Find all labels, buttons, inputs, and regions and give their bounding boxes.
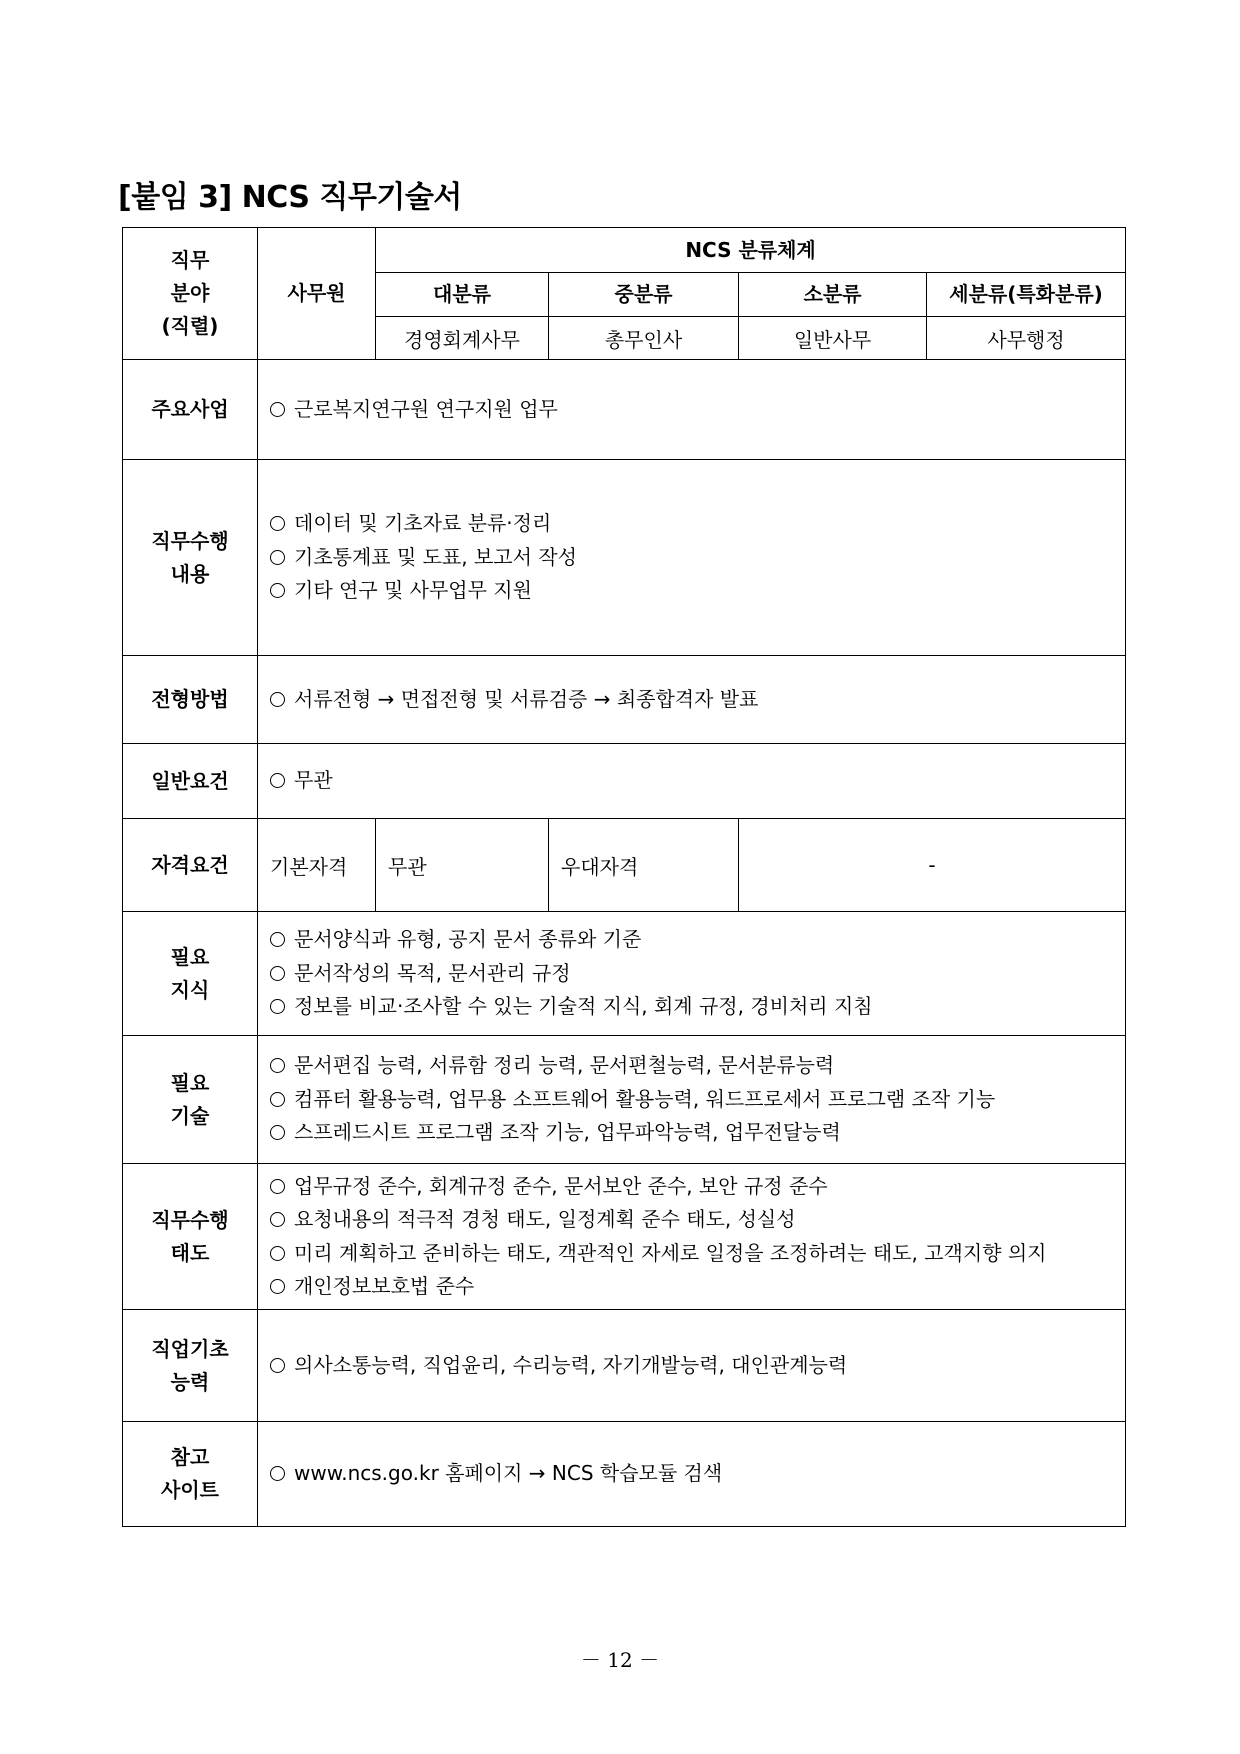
basic-ability-content [258,1310,1126,1422]
list-item: 개인정보보호법 준수 [270,1270,1125,1304]
circle-bullet-icon [270,1279,285,1294]
list-item: 데이터 및 기초자료 분류·정리 [270,507,1125,541]
basic-ability-label: 직업기초 능력 [123,1310,258,1422]
job-field-label [123,228,258,360]
knowledge-label: 필요 지식 [123,912,258,1036]
duties-label: 직무수행 내용 [123,460,258,656]
list-item: 컴퓨터 활용능력, 업무용 소프트웨어 활용능력, 워드프로세서 프로그램 조작 기능 [270,1083,1125,1117]
list-item: 미리 계획하고 준비하는 태도, 객관적인 자세로 일정을 조정하려는 태도, 고객지향 의지 [270,1237,1125,1271]
category-minor-header: 소분류 [739,273,927,317]
circle-bullet-icon [270,1212,285,1227]
circle-bullet-icon [270,1092,285,1107]
list-item: 서류전형 → 면접전형 및 서류검증 → 최종합격자 발표 [270,683,1125,717]
knowledge-content [258,912,1126,1036]
main-business-label: 주요사업 [123,360,258,460]
category-detail-value: 사무행정 [927,317,1126,360]
list-item: 무관 [270,764,1125,798]
duties-content [258,460,1126,656]
job-description-table [122,227,1126,1527]
circle-bullet-icon [270,966,285,981]
circle-bullet-icon [270,1125,285,1140]
list-item: 문서양식과 유형, 공지 문서 종류와 기준 [270,923,1125,957]
attitude-content [258,1164,1126,1310]
attitude-label: 직무수행 태도 [123,1164,258,1310]
list-item: 문서편집 능력, 서류함 정리 능력, 문서편철능력, 문서분류능력 [270,1049,1125,1083]
category-middle-value: 총무인사 [549,317,739,360]
preferred-qualification-value: - [739,819,1126,912]
circle-bullet-icon [270,583,285,598]
main-business-content [258,360,1126,460]
circle-bullet-icon [270,402,285,417]
list-item: 문서작성의 목적, 문서관리 규정 [270,957,1125,991]
reference-label: 참고 사이트 [123,1422,258,1527]
list-item: 업무규정 준수, 회계규정 준수, 문서보안 준수, 보안 규정 준수 [270,1170,1125,1204]
circle-bullet-icon [270,516,285,531]
list-item: 기타 연구 및 사무업무 지원 [270,574,1125,608]
job-field-label-line: 직무 [170,248,210,272]
reference-content [258,1422,1126,1527]
list-item: 요청내용의 적극적 경청 태도, 일정계획 준수 태도, 성실성 [270,1203,1125,1237]
qualification-label: 자격요건 [123,819,258,912]
job-name: 사무원 [258,228,376,360]
circle-bullet-icon [270,773,285,788]
circle-bullet-icon [270,1179,285,1194]
circle-bullet-icon [270,550,285,565]
ncs-classification-header: NCS 분류체계 [376,228,1126,273]
circle-bullet-icon [270,932,285,947]
preferred-qualification-label: 우대자격 [549,819,739,912]
selection-content [258,656,1126,744]
general-requirements-label: 일반요건 [123,744,258,819]
category-major-value: 경영회계사무 [376,317,549,360]
page-number: － 12 － [580,1648,660,1672]
category-middle-header: 중분류 [549,273,739,317]
circle-bullet-icon [270,999,285,1014]
basic-qualification-value: 무관 [376,819,549,912]
category-major-header: 대분류 [376,273,549,317]
circle-bullet-icon [270,1058,285,1073]
circle-bullet-icon [270,1246,285,1261]
job-field-label-line: 분야 [170,281,210,305]
circle-bullet-icon [270,1358,285,1373]
list-item: 의사소통능력, 직업윤리, 수리능력, 자기개발능력, 대인관계능력 [270,1349,1125,1383]
skills-content [258,1036,1126,1164]
circle-bullet-icon [270,1466,285,1481]
document-title: [붙임 3] NCS 직무기술서 [118,180,462,215]
list-item: 스프레드시트 프로그램 조작 기능, 업무파악능력, 업무전달능력 [270,1116,1125,1150]
job-field-label-line: (직렬) [161,314,219,338]
basic-qualification-label: 기본자격 [258,819,376,912]
list-item: 근로복지연구원 연구지원 업무 [270,393,1125,427]
skills-label: 필요 기술 [123,1036,258,1164]
list-item: 기초통계표 및 도표, 보고서 작성 [270,541,1125,575]
selection-label: 전형방법 [123,656,258,744]
list-item: 정보를 비교·조사할 수 있는 기술적 지식, 회계 규정, 경비처리 지침 [270,990,1125,1024]
general-requirements-content [258,744,1126,819]
list-item: www.ncs.go.kr 홈페이지 → NCS 학습모듈 검색 [270,1457,1125,1491]
circle-bullet-icon [270,692,285,707]
category-minor-value: 일반사무 [739,317,927,360]
category-detail-header: 세분류(특화분류) [927,273,1126,317]
